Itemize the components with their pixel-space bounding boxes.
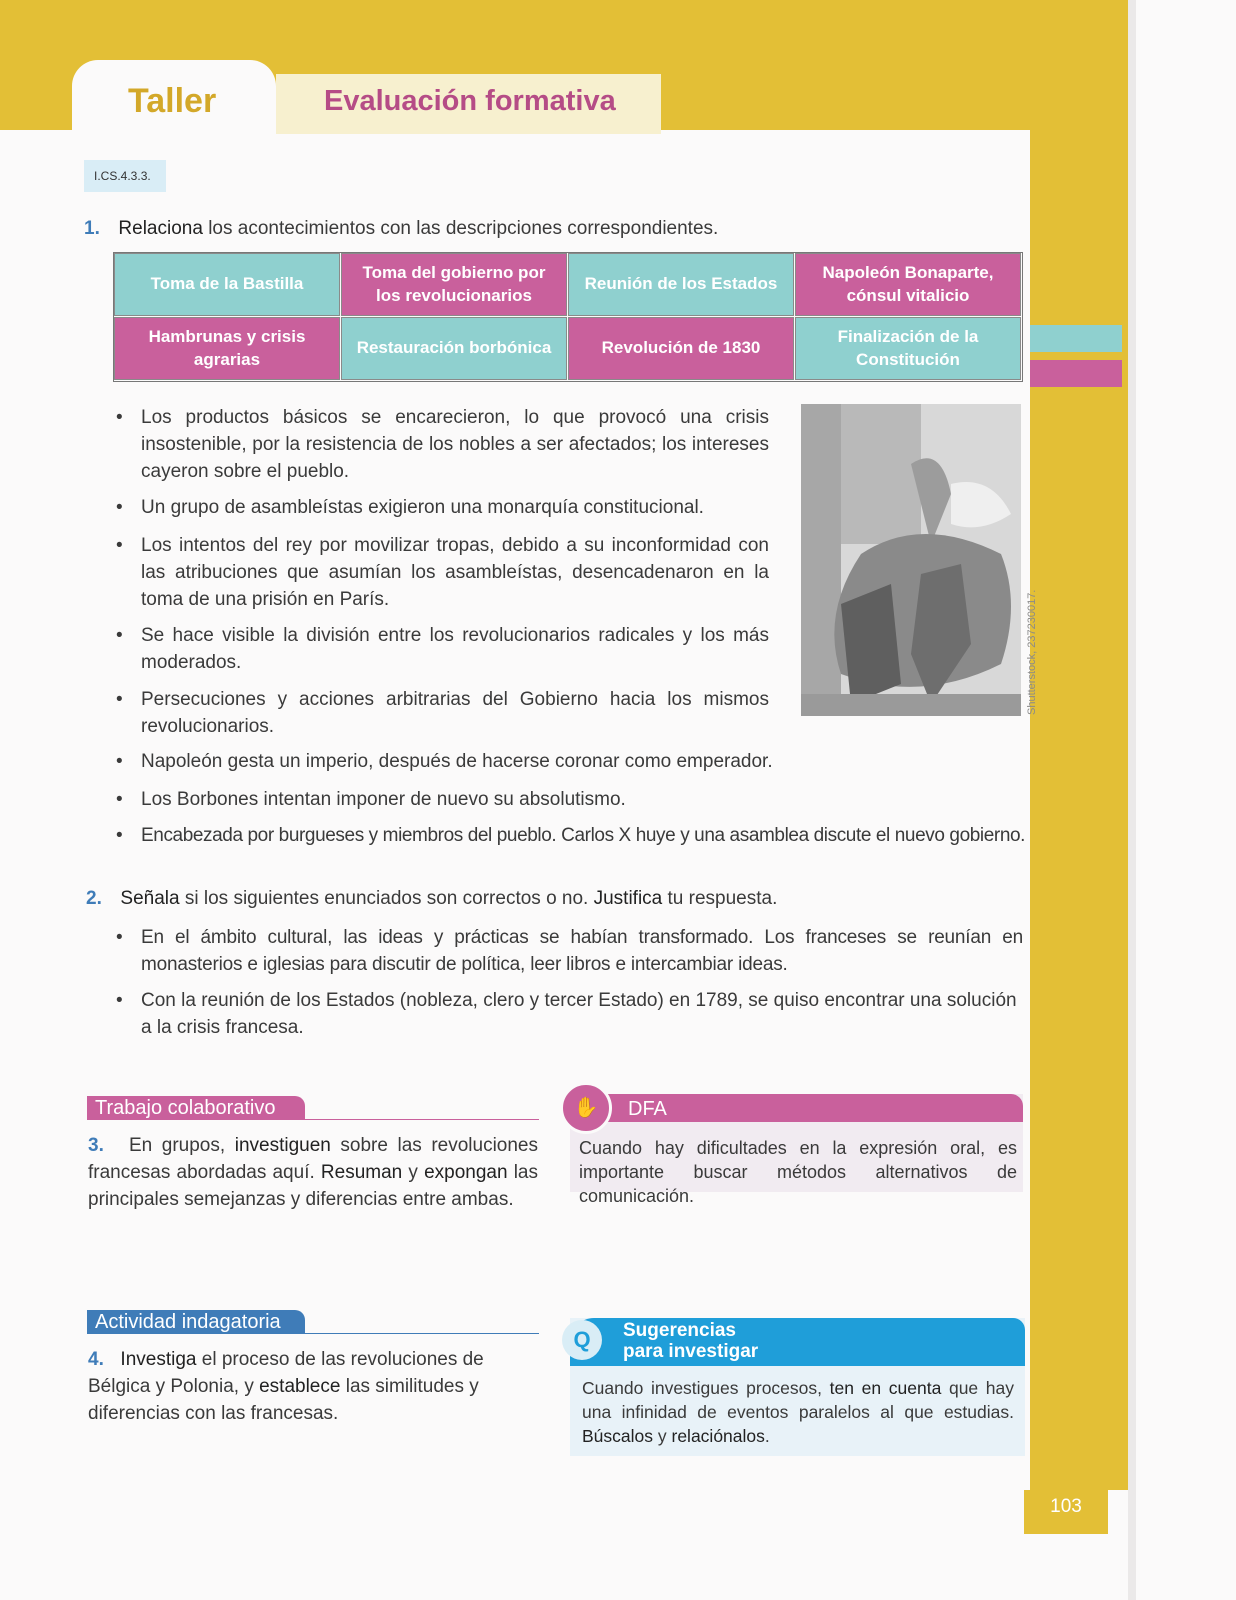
question-1 bbox=[84, 218, 718, 240]
question-2 bbox=[86, 888, 777, 910]
question-text: En grupos, bbox=[128, 1135, 235, 1156]
side-magenta-marker bbox=[1030, 360, 1122, 387]
list-item-text: Los productos básicos se encarecieron, lo que provocó una crisis insostenible, por la resistencia de los nobles a ser afectados; los intereses cayeron sobre el pueblo. bbox=[141, 407, 769, 482]
event-label: Napoleón Bonaparte, cónsul vitalicio bbox=[822, 262, 994, 305]
page-number: 103 bbox=[1024, 1490, 1108, 1534]
event-label: Toma del gobierno por los revolucionarios bbox=[362, 262, 546, 305]
question-text: y bbox=[402, 1162, 425, 1183]
right-margin-band bbox=[1030, 0, 1128, 1490]
question-number: 1. bbox=[84, 218, 100, 239]
question-4 bbox=[88, 1346, 538, 1427]
list-item: • Persecuciones y acciones arbitrarias del Gobierno hacia los mismos revolucionarios. bbox=[116, 686, 771, 740]
suggestions-bold: ten en cuenta bbox=[829, 1378, 942, 1398]
list-item: • Con la reunión de los Estados (nobleza, clero y tercer Estado) en 1789, se quiso encontrar una solución a la crisis francesa. bbox=[116, 987, 1026, 1041]
list-item-text: Persecuciones y acciones arbitrarias del Gobierno hacia los mismos revolucionarios. bbox=[141, 689, 769, 737]
dfa-body: Cuando hay dificultades en la expresión oral, es importante buscar métodos alternativos de comunicación. bbox=[579, 1138, 1017, 1206]
question-3 bbox=[88, 1132, 538, 1213]
list-item-text: Napoleón gesta un imperio, después de hacerse coronar como emperador. bbox=[141, 751, 773, 772]
event-cell bbox=[568, 253, 794, 316]
question-number: 3. bbox=[88, 1135, 104, 1156]
question-text: sobre las revoluciones francesas abordadas aquí. bbox=[88, 1135, 539, 1183]
list-item-text: Los intentos del rey por movilizar tropas, debido a su inconformidad con las atribuciones que asumían los asambleístas, desencadenaron en la toma de una prisión en París. bbox=[141, 535, 769, 610]
list-item-text: En el ámbito cultural, las ideas y prácticas se habían transformado. Los franceses se reunían en monasterios e iglesias para discutir de política, leer libros e intercambiar ideas. bbox=[141, 927, 1023, 975]
question-verb-2: Justifica bbox=[593, 888, 663, 909]
events-grid bbox=[113, 252, 1023, 382]
question-number: 4. bbox=[88, 1349, 104, 1370]
question-text: las principales semejanzas y diferencias entre ambas. bbox=[88, 1162, 538, 1210]
inquiry-heading: Actividad indagatoria bbox=[87, 1310, 305, 1334]
list-item: • Los productos básicos se encarecieron, lo que provocó una crisis insostenible, por la resistencia de los nobles a ser afectados; los intereses cayeron sobre el pueblo. bbox=[116, 404, 771, 485]
list-item-text: Los Borbones intentan imponer de nuevo su absolutismo. bbox=[141, 789, 626, 810]
event-cell bbox=[795, 253, 1021, 316]
question-verb: expongan bbox=[424, 1162, 508, 1183]
bastille-engraving-image bbox=[801, 404, 1021, 716]
event-cell bbox=[114, 253, 340, 316]
list-item: • Se hace visible la división entre los revolucionarios radicales y los más moderados. bbox=[116, 622, 771, 676]
collab-divider bbox=[87, 1119, 539, 1120]
suggestions-text: que hay una infinidad de eventos paralelos al que estudias. bbox=[582, 1378, 1015, 1422]
list-item: • Napoleón gesta un imperio, después de hacerse coronar como emperador. bbox=[116, 748, 1016, 775]
question-text: las similitudes y diferencias con las francesas. bbox=[88, 1376, 479, 1424]
suggestions-bold: Búscalos bbox=[582, 1426, 654, 1446]
question-text-end: tu respuesta. bbox=[662, 888, 778, 909]
hands-icon: ✋ bbox=[560, 1082, 612, 1134]
suggestions-text: . bbox=[764, 1426, 770, 1446]
list-item: • Los Borbones intentan imponer de nuevo su absolutismo. bbox=[116, 786, 1016, 813]
page-edge bbox=[1128, 0, 1136, 1600]
question-verb: investiguen bbox=[234, 1135, 331, 1156]
event-label: Toma de la Bastilla bbox=[150, 274, 304, 294]
list-item: • Un grupo de asambleístas exigieron una monarquía constitucional. bbox=[116, 494, 771, 521]
event-label: Revolución de 1830 bbox=[601, 338, 761, 358]
question-verb: Investiga bbox=[120, 1349, 197, 1370]
suggestions-title-line1: Sugerencias bbox=[623, 1320, 736, 1341]
event-cell bbox=[795, 317, 1021, 380]
side-teal-marker bbox=[1030, 325, 1122, 352]
event-cell bbox=[114, 317, 340, 380]
event-cell bbox=[341, 317, 567, 380]
question-number: 2. bbox=[86, 888, 102, 909]
list-item-text: Se hace visible la división entre los revolucionarios radicales y los más moderados. bbox=[141, 625, 769, 673]
collab-heading: Trabajo colaborativo bbox=[87, 1096, 305, 1120]
list-item: • Encabezada por burgueses y miembros del pueblo. Carlos X huye y una asamblea discute el nuevo gobierno. bbox=[116, 822, 1026, 849]
image-credit: Shutterstock, 237230017. bbox=[1026, 589, 1038, 715]
suggestions-bold: relaciónalos bbox=[671, 1426, 765, 1446]
event-label: Reunión de los Estados bbox=[584, 274, 778, 294]
list-item-text: Con la reunión de los Estados (nobleza, clero y tercer Estado) en 1789, se quiso encontrar una solución a la crisis francesa. bbox=[141, 990, 1017, 1038]
question-text: el proceso de las revoluciones de Bélgica y Polonia, y bbox=[88, 1349, 484, 1397]
magnifier-icon: Q bbox=[562, 1320, 602, 1360]
event-label: Restauración borbónica bbox=[356, 338, 552, 358]
engraving-illustration bbox=[801, 404, 1021, 716]
event-label: Finalización de la Constitución bbox=[837, 326, 979, 369]
list-item: • Los intentos del rey por movilizar tropas, debido a su inconformidad con las atribuciones que asumían los asambleístas, desencadenaron en la toma de una prisión en París. bbox=[116, 532, 771, 613]
question-verb: Resuman bbox=[320, 1162, 403, 1183]
list-item-text: Un grupo de asambleístas exigieron una monarquía constitucional. bbox=[141, 497, 704, 518]
event-label: Hambrunas y crisis agrarias bbox=[148, 326, 306, 369]
list-item: • En el ámbito cultural, las ideas y prácticas se habían transformado. Los franceses se reunían en monasterios e iglesias para discutir de política, leer libros e intercambiar ideas. bbox=[116, 924, 1026, 978]
suggestions-body bbox=[582, 1376, 1014, 1448]
page-title: Evaluación formativa bbox=[324, 85, 616, 117]
event-cell bbox=[568, 317, 794, 380]
question-text: los acontecimientos con las descripciones correspondientes. bbox=[202, 218, 719, 239]
list-item-text: Encabezada por burgueses y miembros del pueblo. Carlos X huye y una asamblea discute el nuevo gobierno. bbox=[141, 825, 1026, 846]
question-verb: Relaciona bbox=[118, 218, 203, 239]
question-verb: establece bbox=[259, 1376, 341, 1397]
dfa-title: DFA bbox=[628, 1098, 667, 1120]
question-text: si los siguientes enunciados son correctos o no. bbox=[179, 888, 594, 909]
suggestions-text: Cuando investigues procesos, bbox=[582, 1378, 830, 1398]
question-verb: Señala bbox=[120, 888, 180, 909]
taller-label: Taller bbox=[128, 82, 217, 120]
skill-code-label: I.CS.4.3.3. bbox=[84, 160, 166, 192]
suggestions-title-line2: para investigar bbox=[623, 1341, 759, 1362]
suggestions-text: y bbox=[653, 1426, 672, 1446]
inquiry-divider bbox=[87, 1333, 539, 1334]
event-cell bbox=[341, 253, 567, 316]
